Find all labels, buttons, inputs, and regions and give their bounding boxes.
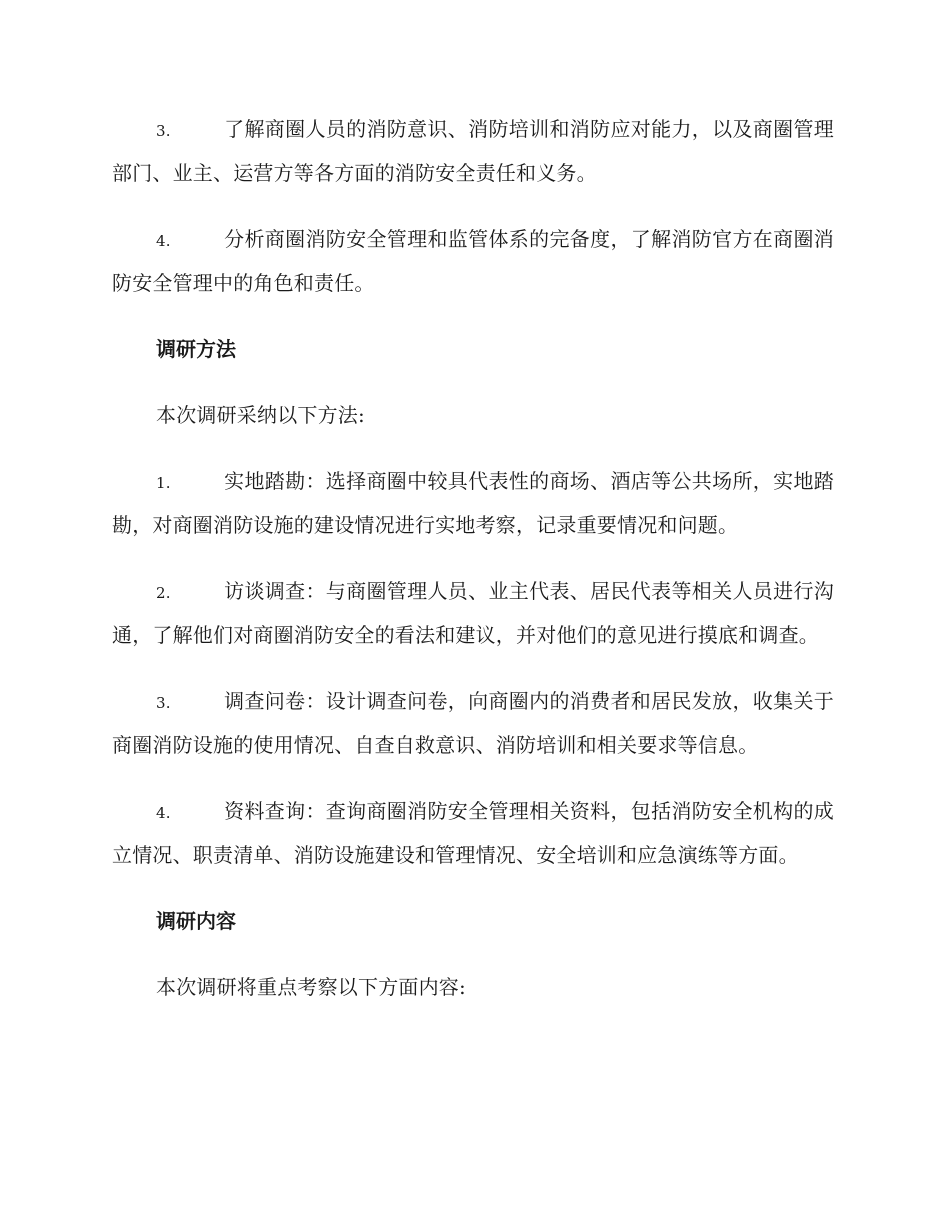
list-item bbox=[112, 680, 834, 766]
list-item-number: 1. bbox=[156, 474, 171, 492]
list-item bbox=[112, 460, 834, 546]
document-body bbox=[112, 108, 834, 1032]
list-item bbox=[112, 570, 834, 656]
list-item-text: 了解商圈人员的消防意识、消防培训和消防应对能力，以及商圈管理部门、业主、运营方等各方面的消防安全责任和义务。 bbox=[112, 117, 834, 185]
list-item-text: 实地踏勘：选择商圈中较具代表性的商场、酒店等公共场所，实地踏勘，对商圈消防设施的建设情况进行实地考察，记录重要情况和问题。 bbox=[112, 469, 834, 537]
list-item-text: 访谈调查：与商圈管理人员、业主代表、居民代表等相关人员进行沟通，了解他们对商圈消防安全的看法和建议，并对他们的意见进行摸底和调查。 bbox=[112, 579, 834, 647]
list-item-text: 调查问卷：设计调查问卷，向商圈内的消费者和居民发放，收集关于商圈消防设施的使用情况、自查自救意识、消防培训和相关要求等信息。 bbox=[112, 689, 834, 757]
list-item-number: 2. bbox=[156, 584, 171, 602]
list-item-number: 3. bbox=[156, 122, 171, 140]
list-item bbox=[112, 790, 834, 876]
list-item-number: 4. bbox=[156, 804, 171, 822]
list-item-number: 3. bbox=[156, 694, 171, 712]
section-intro-methods: 本次调研采纳以下方法: bbox=[156, 403, 365, 427]
list-item-text: 分析商圈消防安全管理和监管体系的完备度，了解消防官方在商圈消防安全管理中的角色和责任。 bbox=[112, 227, 834, 295]
section-heading-methods: 调研方法 bbox=[156, 337, 236, 361]
section-heading-content: 调研内容 bbox=[156, 909, 236, 933]
list-item-number: 4. bbox=[156, 232, 171, 250]
list-item bbox=[112, 218, 834, 304]
list-item bbox=[112, 108, 834, 194]
list-item-text: 资料查询：查询商圈消防安全管理相关资料，包括消防安全机构的成立情况、职责清单、消防设施建设和管理情况、安全培训和应急演练等方面。 bbox=[112, 799, 834, 867]
section-intro-content: 本次调研将重点考察以下方面内容: bbox=[156, 975, 466, 999]
